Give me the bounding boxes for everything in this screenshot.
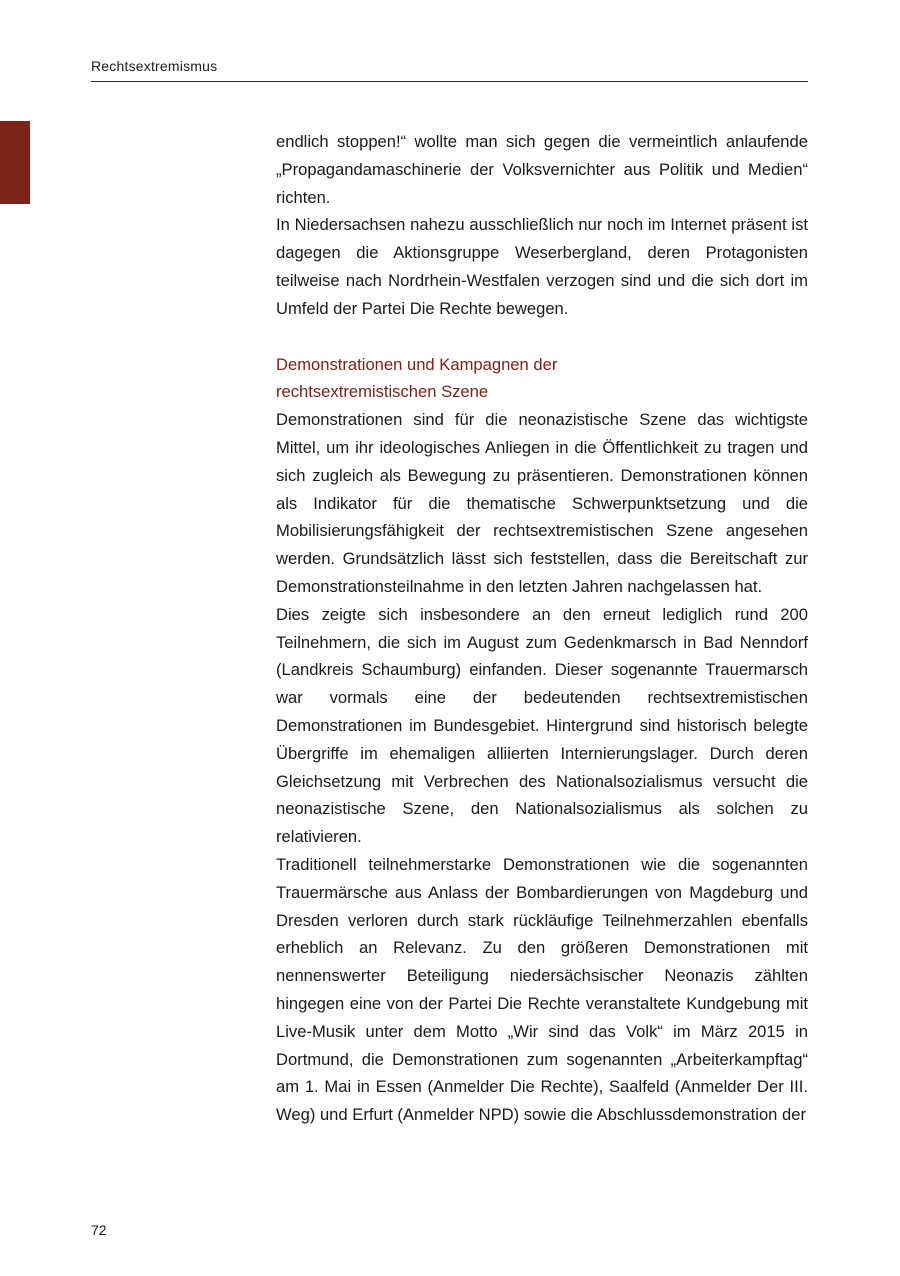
main-text-column: [276, 128, 808, 1129]
paragraph-3: Demonstrationen sind für die neonazistische Szene das wichtigste Mittel, um ihr ideologisches Anliegen in die Öffentlichkeit zu tragen und sich zugleich als Bewegung zu präsentieren. Demonstrationen können als Indikator für die thematische Schwerpunktsetzung und die Mobilisierungsfähigkeit der rechtsextremistischen Szene angesehen werden. Grundsätzlich lässt sich feststellen, dass die Bereitschaft zur Demonstrationsteilnahme in den letzten Jahren nachgelassen hat.: [276, 410, 808, 596]
section-heading-line-1: Demonstrationen und Kampagnen der: [276, 354, 558, 374]
chapter-tab-marker: [0, 121, 30, 204]
header-divider: [91, 81, 808, 82]
paragraph-4: Dies zeigte sich insbesondere an den erneut lediglich rund 200 Teilnehmern, die sich im August zum Gedenkmarsch in Bad Nenndorf (Landkreis Schaumburg) einfanden. Dieser sogenannte Trauermarsch war vormals eine der bedeutenden rechtsextremistischen Demonstrationen im Bundesgebiet. Hintergrund sind historisch belegte Übergriffe im ehemaligen alliierten Internierungslager. Durch deren Gleichsetzung mit Verbrechen des Nationalsozialismus versucht die neonazistische Szene, den Nationalsozialismus als solchen zu relativieren.: [276, 604, 808, 847]
running-header-title: Rechtsextremismus: [91, 58, 218, 74]
page-number: 72: [91, 1222, 107, 1238]
paragraph-5: Traditionell teilnehmerstarke Demonstrationen wie die sogenannten Trauermärsche aus Anlass der Bombardierungen von Magdeburg und Dresden verloren durch stark rückläufige Teilnehmerzahlen ebenfalls erheblich an Relevanz. Zu den größeren Demonstrationen mit nennenswerter Beteiligung niedersächsischer Neonazis zählten hingegen eine von der Partei Die Rechte veranstaltete Kundgebung mit Live-Musik unter dem Motto „Wir sind das Volk“ im März 2015 in Dortmund, die Demonstrationen zum sogenannten „Arbeiterkampftag“ am 1. Mai in Essen (Anmelder Die Rechte), Saalfeld (Anmelder Der III. Weg) und Erfurt (Anmelder NPD) sowie die Abschlussdemonstration der: [276, 854, 808, 1125]
paragraph-2: In Niedersachsen nahezu ausschließlich nur noch im Internet präsent ist dagegen die Aktionsgruppe Weserbergland, deren Protagonisten teilweise nach Nordrhein-Westfalen verzogen sind und die sich dort im Umfeld der Partei Die Rechte bewegen.: [276, 215, 808, 318]
section-heading-line-2: rechtsextremistischen Szene: [276, 382, 489, 402]
section-heading: [276, 351, 808, 407]
paragraph-1: endlich stoppen!“ wollte man sich gegen die vermeintlich anlaufende „Propagandamaschinerie der Volksvernichter aus Politik und Medien“ richten.: [276, 132, 808, 207]
